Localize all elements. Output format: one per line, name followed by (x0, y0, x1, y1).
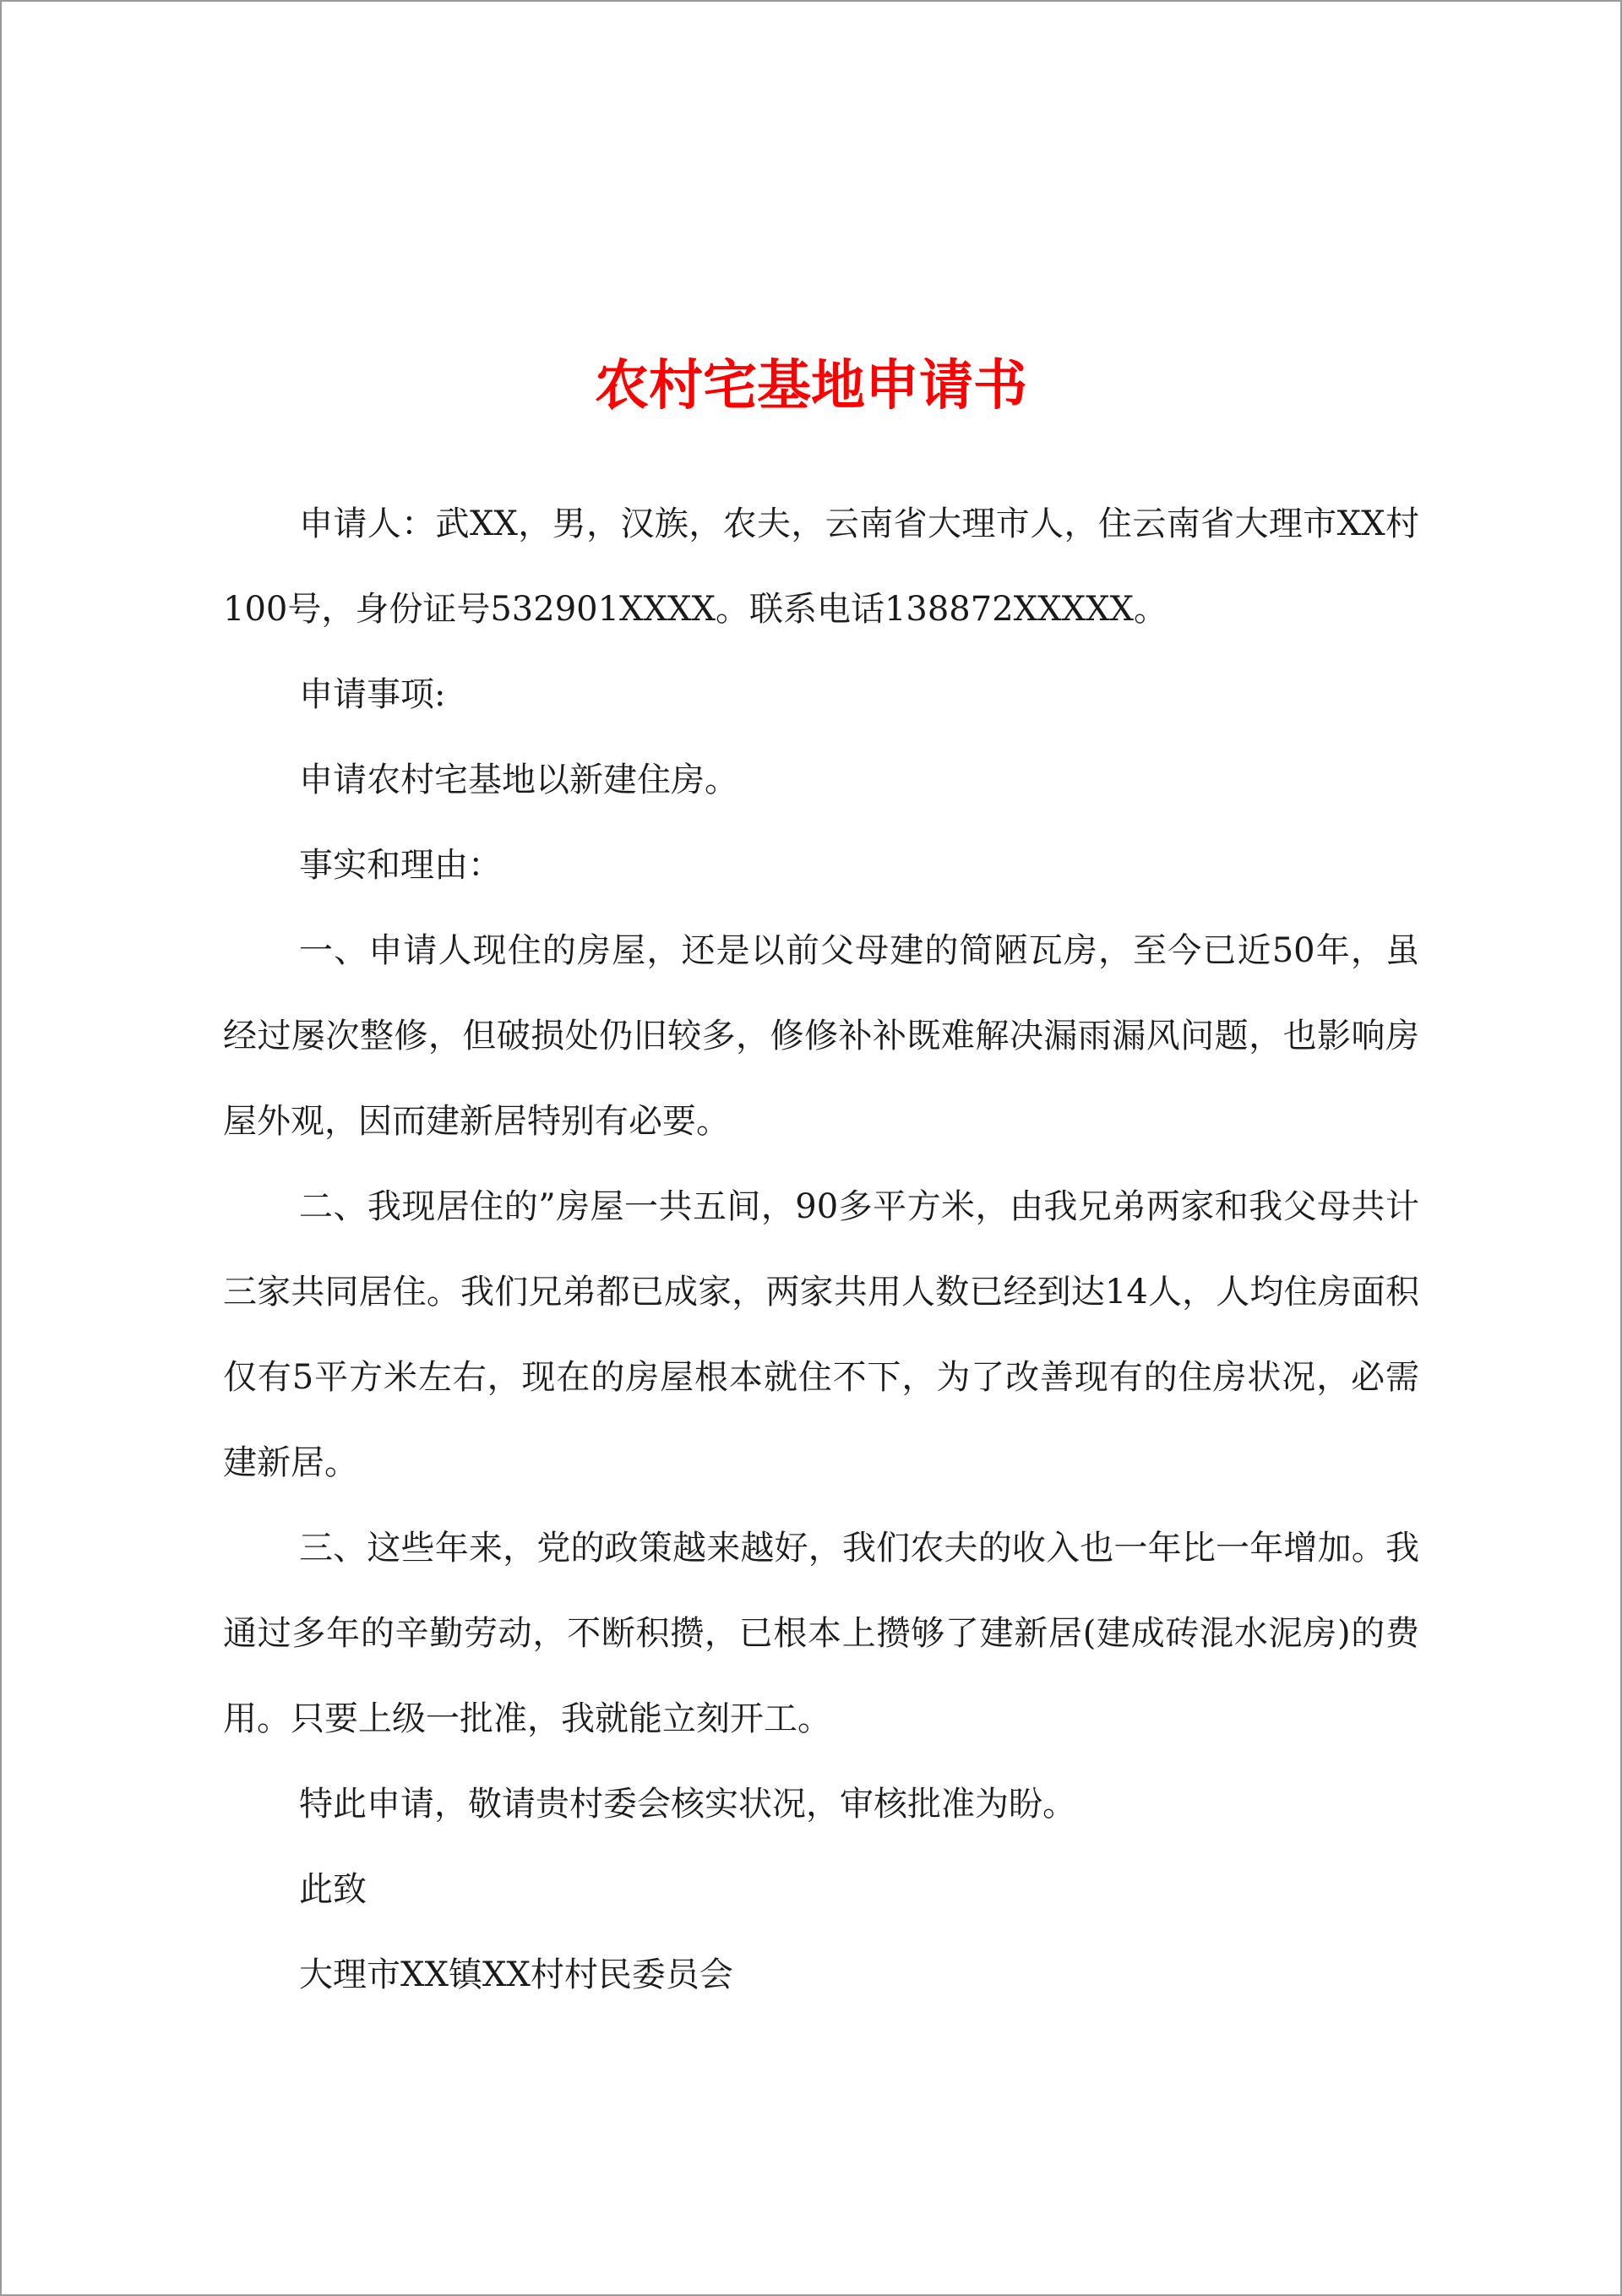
paragraph-reason-3: 三、这些年来，党的政策越来越好，我们农夫的收入也一年比一年增加。我通过多年的辛勤劳动，不断积攒，已根本上攒够了建新居(建成砖混水泥房)的费用。只要上级一批准，我就能立刻开工。 (223, 1529, 1419, 1738)
paragraph-matter-heading: 申请事项: (299, 675, 446, 714)
paragraph-salutation: 此致 (299, 1870, 367, 1909)
document-body (223, 482, 1419, 2018)
paragraph-applicant: 申请人：武XX，男，汉族，农夫，云南省大理市人，住云南省大理市XX村100号，身份证号532901XXXX。联系电话138872XXXXX。 (223, 504, 1419, 629)
document-title: 农村宅基地申请书 (595, 354, 1027, 417)
paragraph-reason-2: 二、我现居住的”房屋一共五间，90多平方米，由我兄弟两家和我父母共计三家共同居住。我们兄弟都已成家，两家共用人数已经到达14人，人均住房面积仅有5平方米左右，现在的房屋根本就住不下，为了改善现有的住房状况，必需建新居。 (223, 1187, 1419, 1482)
paragraph-reasons-heading: 事实和理由： (299, 846, 502, 885)
paragraph-matter: 申请农村宅基地以新建住房。 (299, 761, 738, 799)
paragraph-reason-1: 一、申请人现住的房屋，还是以前父母建的简陋瓦房，至今已近50年，虽经过屡次整修，但破损处仍旧较多，修修补补既难解决漏雨漏风问题，也影响房屋外观，因而建新居特别有必要。 (223, 931, 1419, 1141)
paragraph-recipient: 大理市XX镇XX村村民委员会 (299, 1955, 733, 1994)
paragraph-request: 特此申请，敬请贵村委会核实状况，审核批准为盼。 (299, 1785, 1076, 1824)
